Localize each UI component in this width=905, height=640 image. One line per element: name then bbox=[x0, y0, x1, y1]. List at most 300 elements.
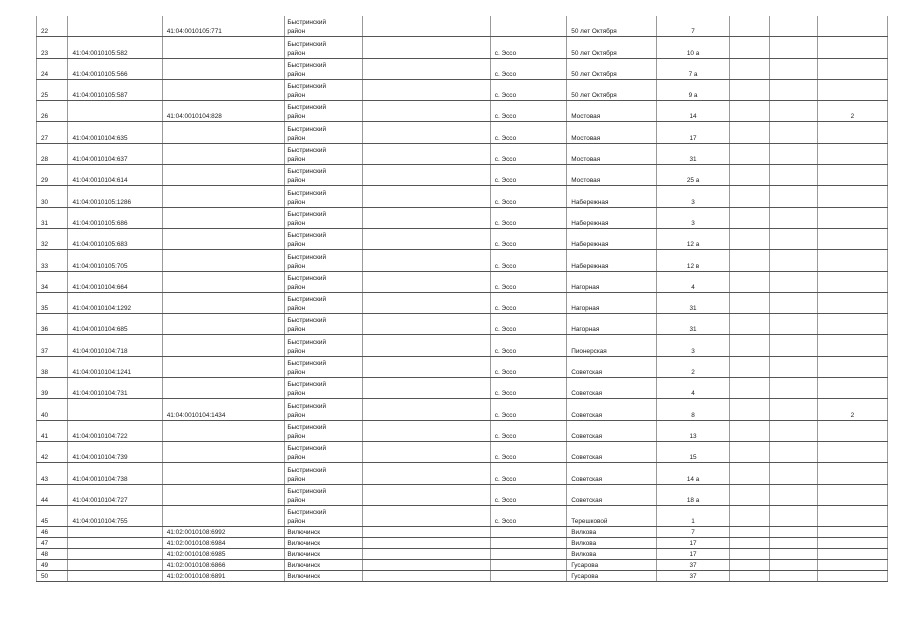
row-number: 26 bbox=[37, 101, 68, 122]
street-cell: Мостовая bbox=[567, 101, 657, 122]
district-cell: Быстринский район bbox=[285, 207, 363, 228]
cadastral-number-cell: 41:04:0010104:1292 bbox=[68, 292, 162, 313]
house-number-cell: 4 bbox=[657, 271, 729, 292]
count-cell bbox=[817, 441, 887, 462]
empty-cell bbox=[729, 16, 769, 37]
empty-cell bbox=[769, 538, 817, 549]
row-number: 50 bbox=[37, 570, 68, 581]
cadastral-number-cell: 41:04:0010104:722 bbox=[68, 420, 162, 441]
empty-cell bbox=[362, 548, 490, 559]
empty-cell bbox=[769, 484, 817, 505]
table-row bbox=[37, 314, 888, 335]
house-number-cell: 17 bbox=[657, 122, 729, 143]
house-number-cell: 31 bbox=[657, 143, 729, 164]
empty-cell bbox=[769, 165, 817, 186]
settlement-cell: с. Эссо bbox=[490, 378, 567, 399]
district-cell: Быстринский район bbox=[285, 186, 363, 207]
building-cadastral-number-cell bbox=[162, 165, 285, 186]
house-number-cell: 31 bbox=[657, 292, 729, 313]
cadastral-number-cell: 41:04:0010105:582 bbox=[68, 37, 162, 58]
count-cell: 2 bbox=[817, 101, 887, 122]
table-row bbox=[37, 335, 888, 356]
empty-cell bbox=[362, 122, 490, 143]
table-row bbox=[37, 165, 888, 186]
district-cell: Быстринский район bbox=[285, 356, 363, 377]
house-number-cell: 15 bbox=[657, 441, 729, 462]
empty-cell bbox=[729, 335, 769, 356]
settlement-cell: с. Эссо bbox=[490, 228, 567, 249]
empty-cell bbox=[362, 207, 490, 228]
empty-cell bbox=[729, 122, 769, 143]
count-cell bbox=[817, 548, 887, 559]
district-cell: Быстринский район bbox=[285, 79, 363, 100]
empty-cell bbox=[729, 527, 769, 538]
empty-cell bbox=[362, 356, 490, 377]
building-cadastral-number-cell: 41:04:0010104:1434 bbox=[162, 399, 285, 420]
empty-cell bbox=[729, 463, 769, 484]
empty-cell bbox=[729, 538, 769, 549]
building-cadastral-number-cell bbox=[162, 250, 285, 271]
settlement-cell: с. Эссо bbox=[490, 335, 567, 356]
empty-cell bbox=[362, 314, 490, 335]
cadastral-number-cell bbox=[68, 399, 162, 420]
count-cell bbox=[817, 122, 887, 143]
empty-cell bbox=[362, 538, 490, 549]
cadastral-number-cell bbox=[68, 16, 162, 37]
district-cell: Быстринский район bbox=[285, 441, 363, 462]
row-number: 44 bbox=[37, 484, 68, 505]
district-cell: Быстринский район bbox=[285, 314, 363, 335]
settlement-cell bbox=[490, 16, 567, 37]
empty-cell bbox=[362, 165, 490, 186]
register-sheet bbox=[36, 16, 888, 582]
count-cell bbox=[817, 79, 887, 100]
street-cell: Мостовая bbox=[567, 165, 657, 186]
district-cell: Быстринский район bbox=[285, 101, 363, 122]
cadastral-number-cell: 41:04:0010105:1286 bbox=[68, 186, 162, 207]
house-number-cell: 3 bbox=[657, 335, 729, 356]
building-cadastral-number-cell bbox=[162, 79, 285, 100]
table-row bbox=[37, 58, 888, 79]
street-cell: Советская bbox=[567, 441, 657, 462]
house-number-cell: 7 bbox=[657, 16, 729, 37]
house-number-cell: 14 bbox=[657, 101, 729, 122]
empty-cell bbox=[769, 378, 817, 399]
empty-cell bbox=[769, 250, 817, 271]
empty-cell bbox=[362, 37, 490, 58]
table-row bbox=[37, 143, 888, 164]
building-cadastral-number-cell: 41:02:0010108:6985 bbox=[162, 548, 285, 559]
street-cell: Нагорная bbox=[567, 271, 657, 292]
district-cell: Быстринский район bbox=[285, 16, 363, 37]
house-number-cell: 9 а bbox=[657, 79, 729, 100]
empty-cell bbox=[769, 79, 817, 100]
empty-cell bbox=[729, 570, 769, 581]
building-cadastral-number-cell bbox=[162, 378, 285, 399]
row-number: 30 bbox=[37, 186, 68, 207]
row-number: 24 bbox=[37, 58, 68, 79]
empty-cell bbox=[729, 441, 769, 462]
street-cell: Советская bbox=[567, 356, 657, 377]
building-cadastral-number-cell bbox=[162, 292, 285, 313]
building-cadastral-number-cell bbox=[162, 58, 285, 79]
empty-cell bbox=[729, 186, 769, 207]
empty-cell bbox=[769, 186, 817, 207]
empty-cell bbox=[362, 16, 490, 37]
settlement-cell: с. Эссо bbox=[490, 463, 567, 484]
empty-cell bbox=[769, 441, 817, 462]
settlement-cell: с. Эссо bbox=[490, 207, 567, 228]
district-cell: Быстринский район bbox=[285, 37, 363, 58]
empty-cell bbox=[729, 505, 769, 526]
empty-cell bbox=[729, 292, 769, 313]
empty-cell bbox=[362, 484, 490, 505]
row-number: 43 bbox=[37, 463, 68, 484]
table-body bbox=[37, 16, 888, 581]
empty-cell bbox=[362, 335, 490, 356]
row-number: 49 bbox=[37, 559, 68, 570]
street-cell: 50 лет Октября bbox=[567, 79, 657, 100]
building-cadastral-number-cell: 41:02:0010108:6992 bbox=[162, 527, 285, 538]
table-row bbox=[37, 548, 888, 559]
empty-cell bbox=[729, 420, 769, 441]
settlement-cell: с. Эссо bbox=[490, 484, 567, 505]
district-cell: Быстринский район bbox=[285, 165, 363, 186]
empty-cell bbox=[362, 271, 490, 292]
district-cell: Быстринский район bbox=[285, 250, 363, 271]
house-number-cell: 1 bbox=[657, 505, 729, 526]
row-number: 31 bbox=[37, 207, 68, 228]
street-cell: Вилкова bbox=[567, 527, 657, 538]
building-cadastral-number-cell: 41:04:0010104:828 bbox=[162, 101, 285, 122]
house-number-cell: 3 bbox=[657, 207, 729, 228]
row-number: 27 bbox=[37, 122, 68, 143]
empty-cell bbox=[769, 292, 817, 313]
settlement-cell: с. Эссо bbox=[490, 143, 567, 164]
street-cell: 50 лет Октября bbox=[567, 16, 657, 37]
row-number: 28 bbox=[37, 143, 68, 164]
empty-cell bbox=[729, 484, 769, 505]
row-number: 22 bbox=[37, 16, 68, 37]
empty-cell bbox=[362, 58, 490, 79]
settlement-cell bbox=[490, 570, 567, 581]
building-cadastral-number-cell bbox=[162, 441, 285, 462]
settlement-cell bbox=[490, 527, 567, 538]
building-cadastral-number-cell: 41:02:0010108:6866 bbox=[162, 559, 285, 570]
empty-cell bbox=[362, 527, 490, 538]
count-cell: 2 bbox=[817, 399, 887, 420]
count-cell bbox=[817, 228, 887, 249]
count-cell bbox=[817, 378, 887, 399]
count-cell bbox=[817, 165, 887, 186]
table-row bbox=[37, 378, 888, 399]
empty-cell bbox=[362, 505, 490, 526]
empty-cell bbox=[729, 271, 769, 292]
house-number-cell: 10 а bbox=[657, 37, 729, 58]
table-row bbox=[37, 228, 888, 249]
district-cell: Быстринский район bbox=[285, 58, 363, 79]
street-cell: 50 лет Октября bbox=[567, 58, 657, 79]
empty-cell bbox=[729, 378, 769, 399]
cadastral-number-cell: 41:04:0010104:635 bbox=[68, 122, 162, 143]
settlement-cell: с. Эссо bbox=[490, 37, 567, 58]
house-number-cell: 8 bbox=[657, 399, 729, 420]
settlement-cell: с. Эссо bbox=[490, 271, 567, 292]
cadastral-number-cell bbox=[68, 101, 162, 122]
building-cadastral-number-cell bbox=[162, 484, 285, 505]
cadastral-number-cell: 41:04:0010104:731 bbox=[68, 378, 162, 399]
count-cell bbox=[817, 16, 887, 37]
row-number: 39 bbox=[37, 378, 68, 399]
empty-cell bbox=[769, 356, 817, 377]
table-row bbox=[37, 441, 888, 462]
empty-cell bbox=[769, 463, 817, 484]
building-cadastral-number-cell bbox=[162, 228, 285, 249]
house-number-cell: 12 в bbox=[657, 250, 729, 271]
district-cell: Быстринский район bbox=[285, 122, 363, 143]
house-number-cell: 37 bbox=[657, 570, 729, 581]
empty-cell bbox=[362, 463, 490, 484]
district-cell: Быстринский район bbox=[285, 335, 363, 356]
empty-cell bbox=[362, 420, 490, 441]
house-number-cell: 31 bbox=[657, 314, 729, 335]
district-cell: Вилючинск bbox=[285, 559, 363, 570]
cadastral-number-cell: 41:04:0010104:1241 bbox=[68, 356, 162, 377]
cadastral-number-cell bbox=[68, 548, 162, 559]
count-cell bbox=[817, 186, 887, 207]
cadastral-number-cell bbox=[68, 570, 162, 581]
empty-cell bbox=[769, 420, 817, 441]
empty-cell bbox=[769, 37, 817, 58]
building-cadastral-number-cell: 41:04:0010105:771 bbox=[162, 16, 285, 37]
count-cell bbox=[817, 143, 887, 164]
empty-cell bbox=[729, 548, 769, 559]
settlement-cell: с. Эссо bbox=[490, 122, 567, 143]
building-cadastral-number-cell: 41:02:0010108:6891 bbox=[162, 570, 285, 581]
district-cell: Быстринский район bbox=[285, 484, 363, 505]
building-cadastral-number-cell bbox=[162, 37, 285, 58]
building-cadastral-number-cell bbox=[162, 463, 285, 484]
empty-cell bbox=[769, 570, 817, 581]
row-number: 45 bbox=[37, 505, 68, 526]
building-cadastral-number-cell bbox=[162, 186, 285, 207]
empty-cell bbox=[729, 559, 769, 570]
street-cell: Набережная bbox=[567, 186, 657, 207]
cadastral-number-cell: 41:04:0010105:705 bbox=[68, 250, 162, 271]
row-number: 46 bbox=[37, 527, 68, 538]
count-cell bbox=[817, 207, 887, 228]
district-cell: Быстринский район bbox=[285, 463, 363, 484]
empty-cell bbox=[729, 250, 769, 271]
street-cell: Гусарова bbox=[567, 570, 657, 581]
row-number: 47 bbox=[37, 538, 68, 549]
cadastral-number-cell: 41:04:0010104:739 bbox=[68, 441, 162, 462]
count-cell bbox=[817, 505, 887, 526]
settlement-cell: с. Эссо bbox=[490, 186, 567, 207]
count-cell bbox=[817, 570, 887, 581]
building-cadastral-number-cell bbox=[162, 314, 285, 335]
table-row bbox=[37, 356, 888, 377]
row-number: 36 bbox=[37, 314, 68, 335]
district-cell: Быстринский район bbox=[285, 420, 363, 441]
settlement-cell: с. Эссо bbox=[490, 420, 567, 441]
settlement-cell: с. Эссо bbox=[490, 399, 567, 420]
settlement-cell: с. Эссо bbox=[490, 314, 567, 335]
row-number: 33 bbox=[37, 250, 68, 271]
district-cell: Вилючинск bbox=[285, 570, 363, 581]
cadastral-number-cell: 41:04:0010104:685 bbox=[68, 314, 162, 335]
table-row bbox=[37, 420, 888, 441]
cadastral-number-cell: 41:04:0010105:686 bbox=[68, 207, 162, 228]
settlement-cell: с. Эссо bbox=[490, 356, 567, 377]
house-number-cell: 7 а bbox=[657, 58, 729, 79]
settlement-cell bbox=[490, 548, 567, 559]
building-cadastral-number-cell bbox=[162, 143, 285, 164]
table-row bbox=[37, 186, 888, 207]
house-number-cell: 7 bbox=[657, 527, 729, 538]
table-row bbox=[37, 37, 888, 58]
count-cell bbox=[817, 271, 887, 292]
count-cell bbox=[817, 463, 887, 484]
count-cell bbox=[817, 527, 887, 538]
settlement-cell: с. Эссо bbox=[490, 79, 567, 100]
empty-cell bbox=[769, 58, 817, 79]
count-cell bbox=[817, 538, 887, 549]
street-cell: Вилкова bbox=[567, 548, 657, 559]
empty-cell bbox=[729, 143, 769, 164]
empty-cell bbox=[729, 356, 769, 377]
building-cadastral-number-cell bbox=[162, 335, 285, 356]
cadastral-number-cell bbox=[68, 527, 162, 538]
district-cell: Вилючинск bbox=[285, 538, 363, 549]
street-cell: Набережная bbox=[567, 228, 657, 249]
district-cell: Вилючинск bbox=[285, 527, 363, 538]
street-cell: Набережная bbox=[567, 207, 657, 228]
empty-cell bbox=[729, 228, 769, 249]
table-row bbox=[37, 207, 888, 228]
district-cell: Вилючинск bbox=[285, 548, 363, 559]
building-cadastral-number-cell bbox=[162, 505, 285, 526]
cadastral-number-cell bbox=[68, 538, 162, 549]
empty-cell bbox=[769, 271, 817, 292]
settlement-cell: с. Эссо bbox=[490, 441, 567, 462]
house-number-cell: 25 а bbox=[657, 165, 729, 186]
house-number-cell: 4 bbox=[657, 378, 729, 399]
empty-cell bbox=[729, 79, 769, 100]
empty-cell bbox=[362, 441, 490, 462]
settlement-cell bbox=[490, 538, 567, 549]
building-cadastral-number-cell bbox=[162, 207, 285, 228]
cadastral-number-cell: 41:04:0010105:566 bbox=[68, 58, 162, 79]
building-cadastral-number-cell: 41:02:0010108:6984 bbox=[162, 538, 285, 549]
empty-cell bbox=[362, 399, 490, 420]
cadastral-number-cell bbox=[68, 559, 162, 570]
table-row bbox=[37, 527, 888, 538]
district-cell: Быстринский район bbox=[285, 399, 363, 420]
building-cadastral-number-cell bbox=[162, 271, 285, 292]
street-cell: Советская bbox=[567, 399, 657, 420]
row-number: 32 bbox=[37, 228, 68, 249]
street-cell: Терешковой bbox=[567, 505, 657, 526]
house-number-cell: 17 bbox=[657, 548, 729, 559]
count-cell bbox=[817, 250, 887, 271]
count-cell bbox=[817, 484, 887, 505]
count-cell bbox=[817, 292, 887, 313]
building-cadastral-number-cell bbox=[162, 420, 285, 441]
table-row bbox=[37, 122, 888, 143]
settlement-cell: с. Эссо bbox=[490, 58, 567, 79]
house-number-cell: 18 а bbox=[657, 484, 729, 505]
register-table bbox=[36, 16, 888, 582]
count-cell bbox=[817, 314, 887, 335]
row-number: 35 bbox=[37, 292, 68, 313]
cadastral-number-cell: 41:04:0010104:718 bbox=[68, 335, 162, 356]
settlement-cell: с. Эссо bbox=[490, 292, 567, 313]
table-row bbox=[37, 559, 888, 570]
row-number: 34 bbox=[37, 271, 68, 292]
settlement-cell: с. Эссо bbox=[490, 165, 567, 186]
cadastral-number-cell: 41:04:0010105:683 bbox=[68, 228, 162, 249]
cadastral-number-cell: 41:04:0010104:664 bbox=[68, 271, 162, 292]
street-cell: Мостовая bbox=[567, 122, 657, 143]
settlement-cell bbox=[490, 559, 567, 570]
empty-cell bbox=[769, 16, 817, 37]
table-row bbox=[37, 463, 888, 484]
street-cell: Гусарова bbox=[567, 559, 657, 570]
street-cell: Вилкова bbox=[567, 538, 657, 549]
count-cell bbox=[817, 37, 887, 58]
empty-cell bbox=[362, 292, 490, 313]
count-cell bbox=[817, 559, 887, 570]
table-row bbox=[37, 250, 888, 271]
table-row bbox=[37, 505, 888, 526]
count-cell bbox=[817, 58, 887, 79]
house-number-cell: 3 bbox=[657, 186, 729, 207]
table-row bbox=[37, 399, 888, 420]
street-cell: 50 лет Октября bbox=[567, 37, 657, 58]
empty-cell bbox=[769, 228, 817, 249]
empty-cell bbox=[362, 101, 490, 122]
table-row bbox=[37, 484, 888, 505]
table-row bbox=[37, 271, 888, 292]
count-cell bbox=[817, 356, 887, 377]
street-cell: Пионерская bbox=[567, 335, 657, 356]
empty-cell bbox=[769, 548, 817, 559]
row-number: 25 bbox=[37, 79, 68, 100]
empty-cell bbox=[362, 559, 490, 570]
count-cell bbox=[817, 335, 887, 356]
cadastral-number-cell: 41:04:0010104:755 bbox=[68, 505, 162, 526]
settlement-cell: с. Эссо bbox=[490, 505, 567, 526]
empty-cell bbox=[769, 505, 817, 526]
empty-cell bbox=[769, 122, 817, 143]
house-number-cell: 17 bbox=[657, 538, 729, 549]
cadastral-number-cell: 41:04:0010104:637 bbox=[68, 143, 162, 164]
district-cell: Быстринский район bbox=[285, 271, 363, 292]
district-cell: Быстринский район bbox=[285, 378, 363, 399]
row-number: 42 bbox=[37, 441, 68, 462]
empty-cell bbox=[729, 58, 769, 79]
empty-cell bbox=[769, 527, 817, 538]
empty-cell bbox=[362, 186, 490, 207]
street-cell: Советская bbox=[567, 484, 657, 505]
settlement-cell: с. Эссо bbox=[490, 101, 567, 122]
empty-cell bbox=[769, 314, 817, 335]
cadastral-number-cell: 41:04:0010104:727 bbox=[68, 484, 162, 505]
district-cell: Быстринский район bbox=[285, 505, 363, 526]
empty-cell bbox=[769, 335, 817, 356]
row-number: 29 bbox=[37, 165, 68, 186]
